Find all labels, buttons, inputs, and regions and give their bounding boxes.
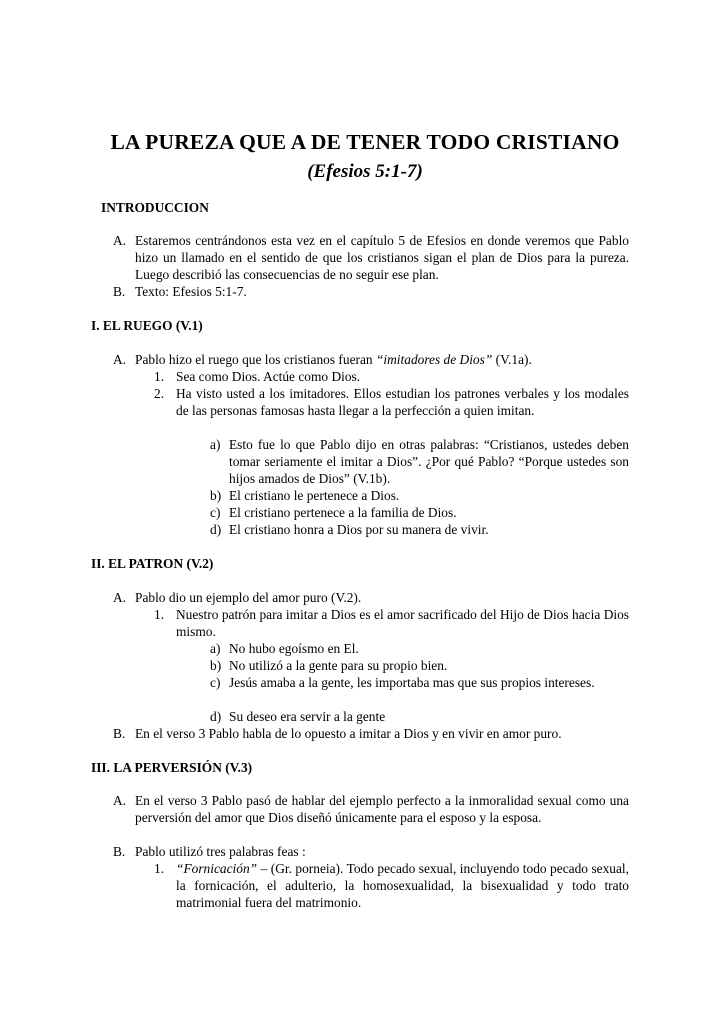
list-item-text: En el verso 3 Pablo habla de lo opuesto a imitar a Dios y en vivir en amor puro. [135,726,562,741]
intro-heading: INTRODUCCION [101,200,209,215]
text-run: Pablo hizo el ruego que los cristianos fueran [135,352,376,367]
list-marker: 1. [154,369,165,384]
section-2-item-a [113,589,629,606]
emphasis-text: “Fornicación” [176,861,258,876]
list-marker: 2. [154,386,165,401]
list-item-text: Estaremos centrándonos esta vez en el capítulo 5 de Efesios en donde veremos que Pablo hizo un llamado en el sentido de que los cristianos sigan el plan de Dios para la pureza. Luego describió las consecuencias de no seguir ese plan. [135,233,629,282]
list-item-text: Jesús amaba a la gente, les importaba mas que sus propios intereses. [229,675,595,690]
list-marker: a) [210,437,221,452]
list-item-text: No hubo egoísmo en El. [229,641,359,656]
section-3-item-a [113,792,629,826]
section-2-sub-d [210,708,629,725]
list-marker: a) [210,641,221,656]
section-1-sub-a [210,436,629,487]
list-marker: A. [113,793,127,808]
list-marker: d) [210,522,222,537]
section-3-heading: III. LA PERVERSIÓN (V.3) [91,760,253,775]
section-1-item-2 [154,385,629,419]
section-1-sub-c [210,504,629,521]
list-marker: A. [113,233,127,248]
section-2-sub-b [210,657,629,674]
list-item-text: Sea como Dios. Actúe como Dios. [176,369,361,384]
section-2-sub-c [210,674,629,691]
list-item-text: Nuestro patrón para imitar a Dios es el amor sacrificado del Hijo de Dios hacia Dios mismo. [176,607,629,639]
list-item-text: El cristiano honra a Dios por su manera de vivir. [229,522,489,537]
list-marker: c) [210,675,221,690]
emphasis-text: “imitadores de Dios” [375,352,493,367]
document-subtitle: (Efesios 5:1-7) [307,161,423,182]
list-item-text [176,860,629,911]
list-item-text: No utilizó a la gente para su propio bien. [229,658,448,673]
list-item-text [135,351,629,368]
list-item-text: En el verso 3 Pablo pasó de hablar del ejemplo perfecto a la inmoralidad sexual como una perversión del amor que Dios diseñó únicamente para el esposo y la esposa. [135,793,629,825]
list-marker: B. [113,844,126,859]
list-marker: b) [210,488,222,503]
document-title: LA PUREZA QUE A DE TENER TODO CRISTIANO [110,130,620,154]
intro-item-b [113,283,629,300]
section-2-heading: II. EL PATRON (V.2) [91,556,214,571]
list-item-text: Su deseo era servir a la gente [229,709,386,724]
section-1-heading: I. EL RUEGO (V.1) [91,318,203,333]
section-1-sub-b [210,487,629,504]
section-1-sub-d [210,521,629,538]
list-item-text: Ha visto usted a los imitadores. Ellos estudian los patrones verbales y los modales de las personas famosas hasta llegar a la perfección a quien imitan. [176,386,629,418]
list-marker: d) [210,709,222,724]
list-marker: B. [113,726,126,741]
list-marker: B. [113,284,126,299]
text-run: – (Gr. porneia). Todo pecado sexual, incluyendo todo pecado sexual, la fornicación, el adulterio, la homosexualidad, la bisexualidad y todo trato matrimonial fuera del matrimonio. [176,861,629,910]
intro-item-a [113,232,629,283]
list-item-text: Texto: Efesios 5:1-7. [135,284,247,299]
list-marker: b) [210,658,222,673]
text-run: (V.1a). [492,352,532,367]
list-marker: c) [210,505,221,520]
section-3-item-1 [154,860,629,911]
list-marker: A. [113,590,127,605]
list-marker: 1. [154,607,165,622]
list-item-text: Pablo dio un ejemplo del amor puro (V.2). [135,590,362,605]
list-item-text: El cristiano le pertenece a Dios. [229,488,400,503]
list-item-text: Esto fue lo que Pablo dijo en otras palabras: “Cristianos, ustedes deben tomar seriamente el imitar a Dios”. ¿Por qué Pablo? “Porque ustedes son hijos amados de Dios” (V.1b). [229,437,629,486]
section-3-item-b [113,843,629,860]
list-item-text: El cristiano pertenece a la familia de Dios. [229,505,457,520]
section-1-item-1 [154,368,629,385]
section-2-item-1 [154,606,629,640]
list-marker: A. [113,352,127,367]
list-item-text: Pablo utilizó tres palabras feas : [135,844,306,859]
section-1-item-a [113,351,629,368]
section-2-sub-a [210,640,629,657]
section-2-item-b [113,725,629,742]
list-marker: 1. [154,861,165,876]
